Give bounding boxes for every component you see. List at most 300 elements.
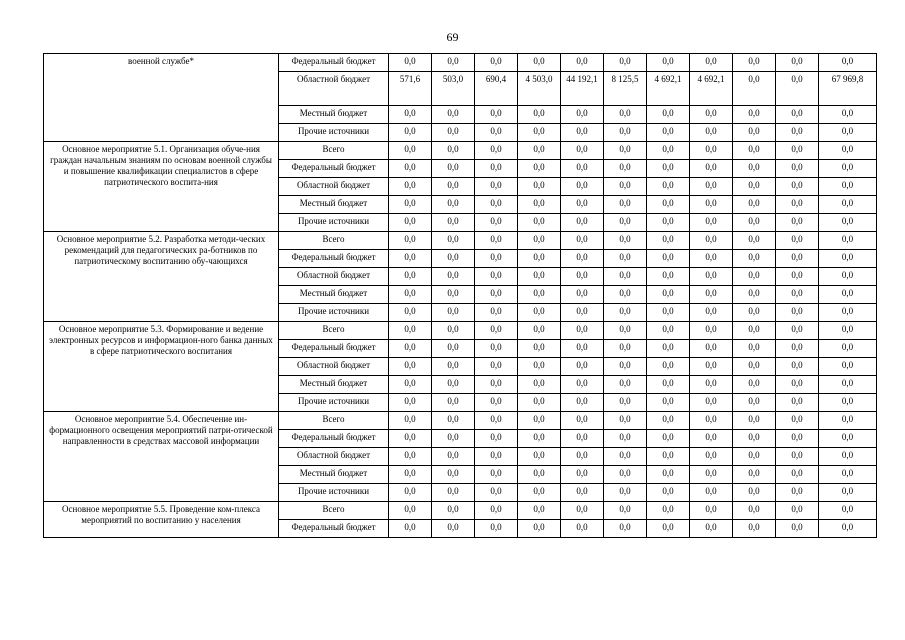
funding-source: Местный бюджет	[279, 286, 389, 304]
value-cell: 0,0	[389, 430, 432, 448]
total-cell: 0,0	[819, 340, 877, 358]
value-cell: 0,0	[733, 430, 776, 448]
value-cell: 0,0	[776, 340, 819, 358]
total-cell: 0,0	[819, 106, 877, 124]
value-cell: 0,0	[475, 232, 518, 250]
value-cell: 690,4	[475, 72, 518, 106]
total-cell: 0,0	[819, 304, 877, 322]
value-cell: 0,0	[475, 286, 518, 304]
value-cell: 0,0	[475, 214, 518, 232]
value-cell: 0,0	[733, 412, 776, 430]
value-cell: 0,0	[604, 160, 647, 178]
value-cell: 0,0	[647, 304, 690, 322]
value-cell: 0,0	[733, 376, 776, 394]
value-cell: 0,0	[432, 250, 475, 268]
value-cell: 0,0	[475, 106, 518, 124]
total-cell: 0,0	[819, 502, 877, 520]
value-cell: 0,0	[561, 520, 604, 538]
value-cell: 0,0	[604, 286, 647, 304]
total-cell: 67 969,8	[819, 72, 877, 106]
value-cell: 0,0	[475, 376, 518, 394]
value-cell: 0,0	[432, 502, 475, 520]
value-cell: 0,0	[432, 106, 475, 124]
value-cell: 0,0	[432, 484, 475, 502]
total-cell: 0,0	[819, 160, 877, 178]
value-cell: 0,0	[690, 394, 733, 412]
value-cell: 0,0	[604, 412, 647, 430]
value-cell: 0,0	[733, 304, 776, 322]
value-cell: 0,0	[389, 142, 432, 160]
value-cell: 0,0	[733, 394, 776, 412]
value-cell: 0,0	[647, 394, 690, 412]
funding-source: Областной бюджет	[279, 448, 389, 466]
value-cell: 0,0	[776, 466, 819, 484]
funding-source: Всего	[279, 322, 389, 340]
activity-description: военной службе*	[44, 54, 279, 142]
value-cell: 0,0	[733, 358, 776, 376]
value-cell: 0,0	[776, 304, 819, 322]
value-cell: 0,0	[776, 430, 819, 448]
value-cell: 0,0	[432, 304, 475, 322]
value-cell: 0,0	[604, 232, 647, 250]
value-cell: 0,0	[733, 520, 776, 538]
value-cell: 0,0	[647, 106, 690, 124]
value-cell: 0,0	[389, 322, 432, 340]
value-cell: 0,0	[432, 466, 475, 484]
value-cell: 4 503,0	[518, 72, 561, 106]
value-cell: 0,0	[690, 322, 733, 340]
value-cell: 0,0	[475, 268, 518, 286]
total-cell: 0,0	[819, 466, 877, 484]
total-cell: 0,0	[819, 484, 877, 502]
value-cell: 0,0	[432, 232, 475, 250]
total-cell: 0,0	[819, 196, 877, 214]
value-cell: 0,0	[475, 430, 518, 448]
value-cell: 0,0	[776, 502, 819, 520]
funding-source: Федеральный бюджет	[279, 430, 389, 448]
value-cell: 0,0	[647, 412, 690, 430]
value-cell: 0,0	[561, 340, 604, 358]
value-cell: 0,0	[389, 376, 432, 394]
value-cell: 0,0	[733, 142, 776, 160]
value-cell: 0,0	[518, 124, 561, 142]
value-cell: 0,0	[604, 376, 647, 394]
value-cell: 0,0	[432, 340, 475, 358]
value-cell: 0,0	[561, 250, 604, 268]
value-cell: 0,0	[561, 160, 604, 178]
funding-source: Федеральный бюджет	[279, 54, 389, 72]
value-cell: 0,0	[475, 142, 518, 160]
value-cell: 0,0	[776, 142, 819, 160]
total-cell: 0,0	[819, 214, 877, 232]
activity-description: Основное мероприятие 5.1. Организация обуче-ния граждан начальным знаниям по основам военной службы и повышение квалификации специалистов в сфере патриотического воспита-ния	[44, 142, 279, 232]
value-cell: 0,0	[561, 448, 604, 466]
value-cell: 0,0	[690, 412, 733, 430]
value-cell: 0,0	[690, 214, 733, 232]
funding-source: Федеральный бюджет	[279, 520, 389, 538]
value-cell: 0,0	[604, 214, 647, 232]
total-cell: 0,0	[819, 394, 877, 412]
value-cell: 0,0	[604, 394, 647, 412]
value-cell: 0,0	[733, 214, 776, 232]
value-cell: 0,0	[776, 72, 819, 106]
value-cell: 0,0	[733, 466, 776, 484]
value-cell: 0,0	[432, 448, 475, 466]
value-cell: 0,0	[475, 394, 518, 412]
value-cell: 0,0	[733, 502, 776, 520]
value-cell: 0,0	[561, 412, 604, 430]
value-cell: 0,0	[561, 376, 604, 394]
funding-source: Местный бюджет	[279, 466, 389, 484]
table-row	[44, 322, 877, 340]
total-cell: 0,0	[819, 250, 877, 268]
page-number: 69	[446, 30, 459, 44]
table-row	[44, 502, 877, 520]
value-cell: 0,0	[389, 412, 432, 430]
value-cell: 0,0	[561, 178, 604, 196]
value-cell: 0,0	[604, 466, 647, 484]
value-cell: 0,0	[475, 520, 518, 538]
value-cell: 0,0	[561, 484, 604, 502]
value-cell: 4 692,1	[690, 72, 733, 106]
value-cell: 0,0	[647, 232, 690, 250]
value-cell: 0,0	[690, 160, 733, 178]
value-cell: 0,0	[389, 54, 432, 72]
value-cell: 0,0	[475, 466, 518, 484]
value-cell: 0,0	[389, 466, 432, 484]
value-cell: 0,0	[647, 250, 690, 268]
total-cell: 0,0	[819, 358, 877, 376]
value-cell: 0,0	[389, 520, 432, 538]
value-cell: 0,0	[561, 466, 604, 484]
value-cell: 0,0	[561, 214, 604, 232]
value-cell: 0,0	[776, 232, 819, 250]
value-cell: 0,0	[776, 358, 819, 376]
value-cell: 0,0	[518, 54, 561, 72]
value-cell: 0,0	[776, 448, 819, 466]
value-cell: 0,0	[389, 232, 432, 250]
value-cell: 0,0	[604, 430, 647, 448]
value-cell: 0,0	[647, 268, 690, 286]
value-cell: 0,0	[518, 484, 561, 502]
value-cell: 0,0	[518, 232, 561, 250]
value-cell: 0,0	[475, 178, 518, 196]
value-cell: 0,0	[647, 142, 690, 160]
value-cell: 0,0	[647, 502, 690, 520]
value-cell: 0,0	[518, 142, 561, 160]
total-cell: 0,0	[819, 268, 877, 286]
value-cell: 0,0	[647, 196, 690, 214]
value-cell: 0,0	[690, 232, 733, 250]
funding-source: Всего	[279, 232, 389, 250]
value-cell: 0,0	[389, 394, 432, 412]
value-cell: 0,0	[432, 286, 475, 304]
value-cell: 4 692,1	[647, 72, 690, 106]
value-cell: 0,0	[776, 178, 819, 196]
total-cell: 0,0	[819, 142, 877, 160]
funding-source: Областной бюджет	[279, 358, 389, 376]
value-cell: 571,6	[389, 72, 432, 106]
value-cell: 0,0	[776, 394, 819, 412]
value-cell: 0,0	[733, 106, 776, 124]
value-cell: 0,0	[647, 322, 690, 340]
value-cell: 0,0	[389, 250, 432, 268]
value-cell: 0,0	[604, 340, 647, 358]
value-cell: 0,0	[690, 54, 733, 72]
value-cell: 0,0	[518, 322, 561, 340]
value-cell: 0,0	[432, 430, 475, 448]
total-cell: 0,0	[819, 232, 877, 250]
value-cell: 0,0	[432, 412, 475, 430]
value-cell: 0,0	[604, 196, 647, 214]
total-cell: 0,0	[819, 448, 877, 466]
value-cell: 0,0	[518, 196, 561, 214]
value-cell: 0,0	[518, 430, 561, 448]
value-cell: 503,0	[432, 72, 475, 106]
value-cell: 0,0	[776, 250, 819, 268]
value-cell: 0,0	[518, 502, 561, 520]
value-cell: 0,0	[475, 340, 518, 358]
value-cell: 0,0	[733, 322, 776, 340]
value-cell: 44 192,1	[561, 72, 604, 106]
value-cell: 0,0	[733, 232, 776, 250]
value-cell: 0,0	[604, 142, 647, 160]
value-cell: 0,0	[690, 304, 733, 322]
funding-source: Прочие источники	[279, 484, 389, 502]
total-cell: 0,0	[819, 376, 877, 394]
value-cell: 0,0	[432, 178, 475, 196]
value-cell: 0,0	[518, 466, 561, 484]
value-cell: 0,0	[776, 54, 819, 72]
value-cell: 0,0	[690, 268, 733, 286]
value-cell: 0,0	[733, 196, 776, 214]
value-cell: 0,0	[518, 250, 561, 268]
funding-source: Местный бюджет	[279, 106, 389, 124]
value-cell: 0,0	[690, 448, 733, 466]
funding-source: Федеральный бюджет	[279, 340, 389, 358]
total-cell: 0,0	[819, 54, 877, 72]
funding-source: Местный бюджет	[279, 376, 389, 394]
value-cell: 0,0	[690, 250, 733, 268]
value-cell: 0,0	[561, 232, 604, 250]
value-cell: 0,0	[432, 394, 475, 412]
funding-source: Прочие источники	[279, 304, 389, 322]
value-cell: 0,0	[733, 72, 776, 106]
value-cell: 0,0	[647, 448, 690, 466]
funding-source: Федеральный бюджет	[279, 160, 389, 178]
value-cell: 0,0	[604, 178, 647, 196]
total-cell: 0,0	[819, 412, 877, 430]
value-cell: 0,0	[776, 286, 819, 304]
value-cell: 0,0	[432, 160, 475, 178]
total-cell: 0,0	[819, 124, 877, 142]
value-cell: 0,0	[432, 54, 475, 72]
value-cell: 0,0	[604, 520, 647, 538]
funding-source: Областной бюджет	[279, 178, 389, 196]
value-cell: 0,0	[518, 106, 561, 124]
value-cell: 0,0	[518, 358, 561, 376]
value-cell: 0,0	[561, 268, 604, 286]
value-cell: 0,0	[475, 160, 518, 178]
value-cell: 0,0	[389, 160, 432, 178]
value-cell: 0,0	[776, 484, 819, 502]
value-cell: 0,0	[647, 286, 690, 304]
value-cell: 0,0	[604, 502, 647, 520]
funding-source: Всего	[279, 502, 389, 520]
funding-source: Областной бюджет	[279, 268, 389, 286]
value-cell: 0,0	[518, 214, 561, 232]
value-cell: 0,0	[604, 54, 647, 72]
value-cell: 0,0	[733, 124, 776, 142]
value-cell: 0,0	[389, 502, 432, 520]
value-cell: 0,0	[389, 304, 432, 322]
value-cell: 0,0	[776, 520, 819, 538]
value-cell: 0,0	[432, 376, 475, 394]
value-cell: 0,0	[647, 160, 690, 178]
value-cell: 0,0	[690, 106, 733, 124]
value-cell: 0,0	[604, 304, 647, 322]
value-cell: 0,0	[561, 286, 604, 304]
value-cell: 0,0	[561, 304, 604, 322]
value-cell: 0,0	[647, 54, 690, 72]
value-cell: 0,0	[389, 448, 432, 466]
value-cell: 0,0	[475, 196, 518, 214]
value-cell: 0,0	[647, 466, 690, 484]
value-cell: 0,0	[432, 124, 475, 142]
value-cell: 0,0	[561, 106, 604, 124]
funding-source: Всего	[279, 412, 389, 430]
value-cell: 0,0	[561, 358, 604, 376]
value-cell: 0,0	[690, 484, 733, 502]
value-cell: 0,0	[776, 106, 819, 124]
value-cell: 0,0	[432, 142, 475, 160]
funding-source: Областной бюджет	[279, 72, 389, 106]
value-cell: 0,0	[690, 520, 733, 538]
value-cell: 0,0	[432, 520, 475, 538]
value-cell: 0,0	[389, 196, 432, 214]
value-cell: 0,0	[389, 214, 432, 232]
value-cell: 0,0	[475, 54, 518, 72]
value-cell: 0,0	[389, 106, 432, 124]
value-cell: 0,0	[518, 268, 561, 286]
funding-source: Всего	[279, 142, 389, 160]
value-cell: 0,0	[647, 178, 690, 196]
table-row	[44, 412, 877, 430]
value-cell: 0,0	[647, 124, 690, 142]
total-cell: 0,0	[819, 322, 877, 340]
value-cell: 0,0	[776, 214, 819, 232]
value-cell: 0,0	[561, 322, 604, 340]
value-cell: 0,0	[561, 502, 604, 520]
value-cell: 0,0	[389, 124, 432, 142]
value-cell: 0,0	[733, 286, 776, 304]
value-cell: 0,0	[733, 178, 776, 196]
table-row	[44, 142, 877, 160]
activity-description: Основное мероприятие 5.3. Формирование и ведение электронных ресурсов и информацион-ного банка данных в сфере патриотического воспитания	[44, 322, 279, 412]
value-cell: 0,0	[561, 394, 604, 412]
value-cell: 0,0	[518, 286, 561, 304]
activity-description: Основное мероприятие 5.4. Обеспечение ин-формационного освещения мероприятий патри-отической направленности в средствах массовой информации	[44, 412, 279, 502]
total-cell: 0,0	[819, 178, 877, 196]
value-cell: 0,0	[518, 412, 561, 430]
table-row	[44, 54, 877, 72]
funding-source: Местный бюджет	[279, 196, 389, 214]
value-cell: 0,0	[604, 484, 647, 502]
value-cell: 0,0	[475, 502, 518, 520]
value-cell: 0,0	[647, 214, 690, 232]
value-cell: 0,0	[690, 286, 733, 304]
value-cell: 0,0	[690, 124, 733, 142]
value-cell: 0,0	[561, 142, 604, 160]
total-cell: 0,0	[819, 430, 877, 448]
value-cell: 0,0	[604, 106, 647, 124]
value-cell: 0,0	[432, 322, 475, 340]
value-cell: 8 125,5	[604, 72, 647, 106]
value-cell: 0,0	[604, 124, 647, 142]
value-cell: 0,0	[733, 340, 776, 358]
value-cell: 0,0	[432, 358, 475, 376]
value-cell: 0,0	[690, 142, 733, 160]
funding-source: Федеральный бюджет	[279, 250, 389, 268]
table-body	[44, 54, 877, 538]
value-cell: 0,0	[647, 358, 690, 376]
value-cell: 0,0	[604, 322, 647, 340]
value-cell: 0,0	[647, 520, 690, 538]
value-cell: 0,0	[561, 196, 604, 214]
value-cell: 0,0	[518, 340, 561, 358]
value-cell: 0,0	[733, 448, 776, 466]
value-cell: 0,0	[518, 376, 561, 394]
value-cell: 0,0	[475, 124, 518, 142]
value-cell: 0,0	[389, 340, 432, 358]
value-cell: 0,0	[733, 160, 776, 178]
value-cell: 0,0	[518, 304, 561, 322]
value-cell: 0,0	[518, 394, 561, 412]
value-cell: 0,0	[690, 196, 733, 214]
value-cell: 0,0	[475, 484, 518, 502]
value-cell: 0,0	[776, 160, 819, 178]
value-cell: 0,0	[690, 502, 733, 520]
value-cell: 0,0	[518, 178, 561, 196]
value-cell: 0,0	[647, 430, 690, 448]
value-cell: 0,0	[690, 466, 733, 484]
value-cell: 0,0	[475, 412, 518, 430]
value-cell: 0,0	[518, 520, 561, 538]
value-cell: 0,0	[776, 412, 819, 430]
value-cell: 0,0	[389, 178, 432, 196]
value-cell: 0,0	[604, 250, 647, 268]
value-cell: 0,0	[389, 358, 432, 376]
value-cell: 0,0	[561, 124, 604, 142]
value-cell: 0,0	[733, 268, 776, 286]
value-cell: 0,0	[647, 376, 690, 394]
value-cell: 0,0	[475, 448, 518, 466]
value-cell: 0,0	[604, 358, 647, 376]
table-row	[44, 232, 877, 250]
value-cell: 0,0	[733, 484, 776, 502]
value-cell: 0,0	[647, 340, 690, 358]
funding-source: Прочие источники	[279, 394, 389, 412]
value-cell: 0,0	[690, 178, 733, 196]
value-cell: 0,0	[690, 376, 733, 394]
value-cell: 0,0	[690, 430, 733, 448]
value-cell: 0,0	[518, 448, 561, 466]
value-cell: 0,0	[561, 430, 604, 448]
value-cell: 0,0	[733, 54, 776, 72]
value-cell: 0,0	[518, 160, 561, 178]
value-cell: 0,0	[389, 268, 432, 286]
funding-source: Прочие источники	[279, 214, 389, 232]
